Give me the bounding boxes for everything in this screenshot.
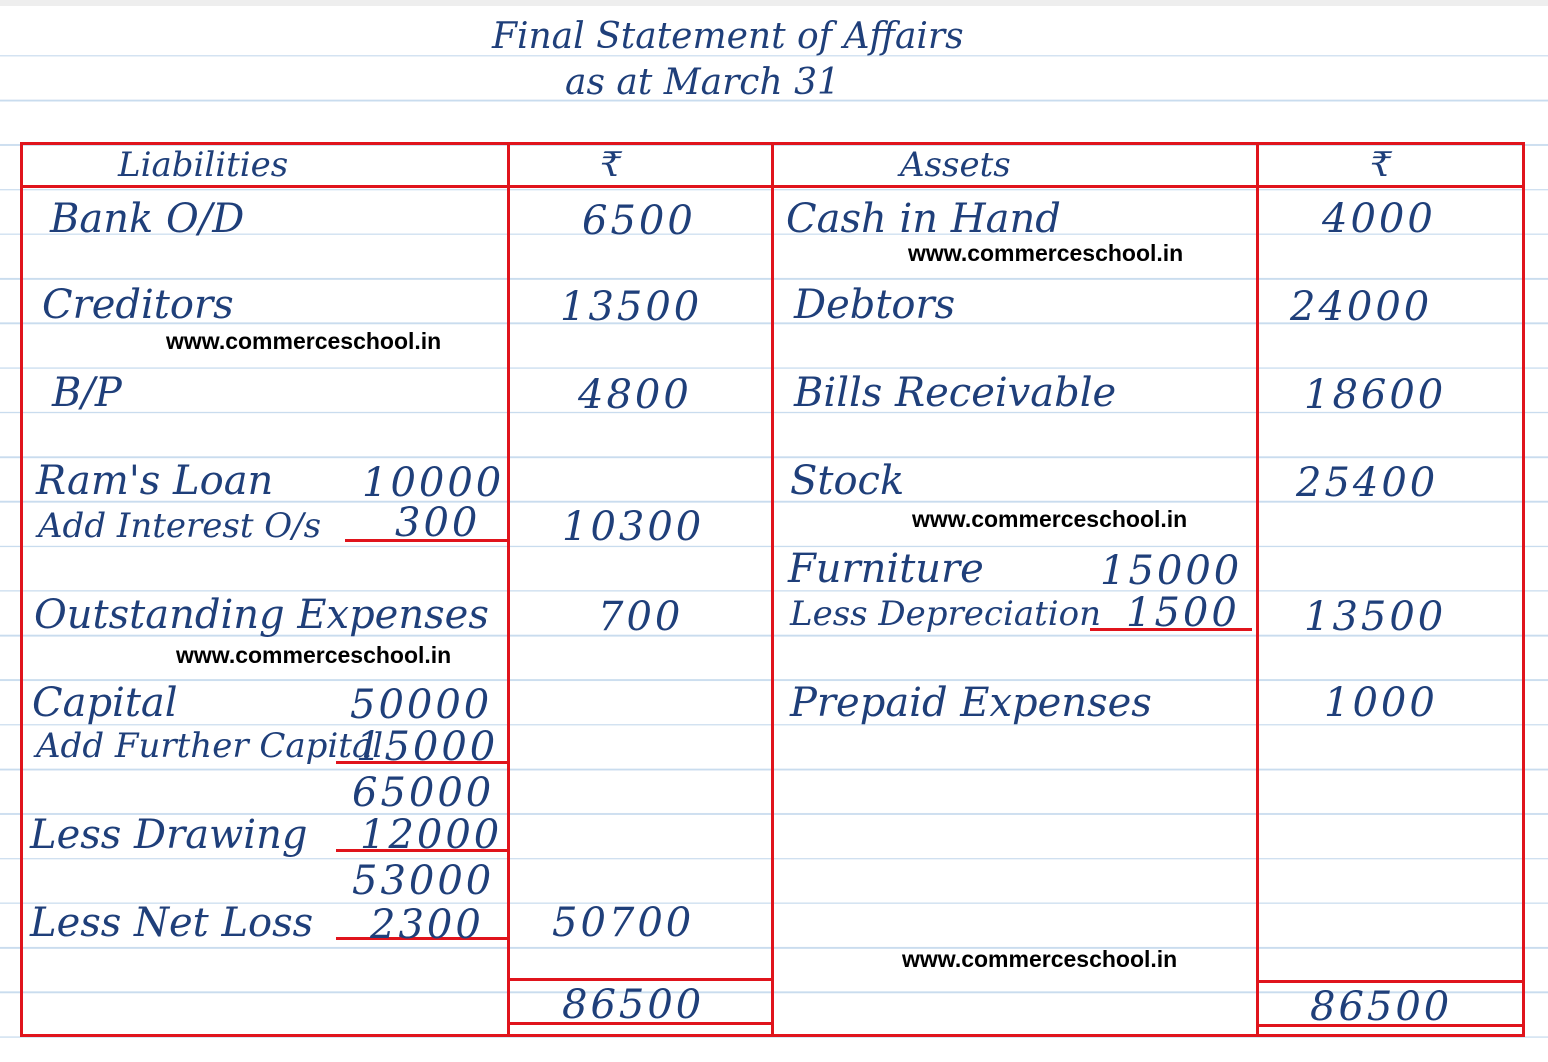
liability-bp-label: B/P: [52, 370, 122, 416]
liabilities-amount-divider: [507, 142, 510, 1037]
statement-title: Final Statement of Affairs: [492, 16, 964, 57]
asset-cash-amount: 4000: [1322, 196, 1436, 242]
liability-rams-loan-label: Ram's Loan: [36, 458, 274, 504]
liability-creditors-amount: 13500: [560, 284, 703, 330]
liability-creditors-label: Creditors: [42, 282, 234, 328]
liability-further-capital-label: Add Further Capital: [36, 726, 384, 766]
liability-bank-od-amount: 6500: [582, 198, 696, 244]
center-divider: [771, 142, 774, 1037]
asset-furniture-label: Furniture: [788, 546, 984, 592]
left-border: [20, 142, 23, 1037]
liability-bank-od-label: Bank O/D: [50, 196, 245, 242]
asset-furniture-inner: 15000: [1100, 548, 1243, 594]
liabilities-total: 86500: [562, 982, 705, 1028]
header-assets-amount: ₹: [1370, 145, 1392, 185]
liability-further-capital-inner: 15000: [356, 724, 499, 770]
top-border: [0, 0, 1548, 6]
liability-drawing-label: Less Drawing: [30, 812, 308, 858]
liability-drawing-subtotal: 53000: [352, 858, 495, 904]
asset-debtors-amount: 24000: [1290, 284, 1433, 330]
asset-prepaid-label: Prepaid Expenses: [790, 680, 1152, 726]
watermark-text: www.commerceschool.in: [176, 642, 452, 668]
liability-net-loss-inner: 2300: [370, 902, 484, 948]
asset-bills-receivable-amount: 18600: [1304, 372, 1447, 418]
right-border: [1522, 142, 1525, 1037]
watermark-text: www.commerceschool.in: [908, 240, 1184, 266]
assets-total-top-line: [1256, 980, 1525, 983]
liability-outstanding-expenses-label: Outstanding Expenses: [34, 592, 489, 638]
header-assets: Assets: [900, 145, 1011, 185]
asset-stock-label: Stock: [790, 458, 905, 504]
asset-furniture-amount: 13500: [1304, 594, 1447, 640]
liability-capital-amount: 50700: [552, 900, 695, 946]
asset-bills-receivable-label: Bills Receivable: [794, 370, 1117, 416]
liability-add-interest-inner: 300: [395, 500, 481, 546]
liability-rams-loan-inner: 10000: [362, 460, 505, 506]
watermark-text: www.commerceschool.in: [912, 506, 1188, 532]
liability-bp-amount: 4800: [578, 372, 692, 418]
header-liabilities: Liabilities: [118, 145, 289, 185]
asset-depreciation-inner: 1500: [1126, 590, 1240, 636]
liability-capital-subtotal: 65000: [352, 770, 495, 816]
watermark-text: www.commerceschool.in: [902, 946, 1178, 972]
liability-capital-label: Capital: [32, 680, 178, 726]
liability-rams-loan-amount: 10300: [562, 504, 705, 550]
liability-net-loss-label: Less Net Loss: [30, 900, 314, 946]
asset-depreciation-label: Less Depreciation: [790, 594, 1102, 634]
asset-stock-amount: 25400: [1296, 460, 1439, 506]
watermark-text: www.commerceschool.in: [166, 328, 442, 354]
liability-outstanding-expenses-amount: 700: [598, 594, 684, 640]
liability-capital-inner: 50000: [350, 682, 493, 728]
asset-prepaid-amount: 1000: [1324, 680, 1438, 726]
statement-subtitle: as at March 31: [565, 62, 840, 103]
liability-drawing-inner: 12000: [360, 812, 503, 858]
header-liabilities-amount: ₹: [600, 145, 622, 185]
asset-cash-label: Cash in Hand: [786, 196, 1061, 242]
asset-debtors-label: Debtors: [794, 282, 956, 328]
liability-add-interest-label: Add Interest O/s: [38, 506, 322, 546]
liabilities-total-top-line: [507, 978, 774, 981]
assets-total: 86500: [1310, 984, 1453, 1030]
assets-amount-divider: [1256, 142, 1259, 1037]
